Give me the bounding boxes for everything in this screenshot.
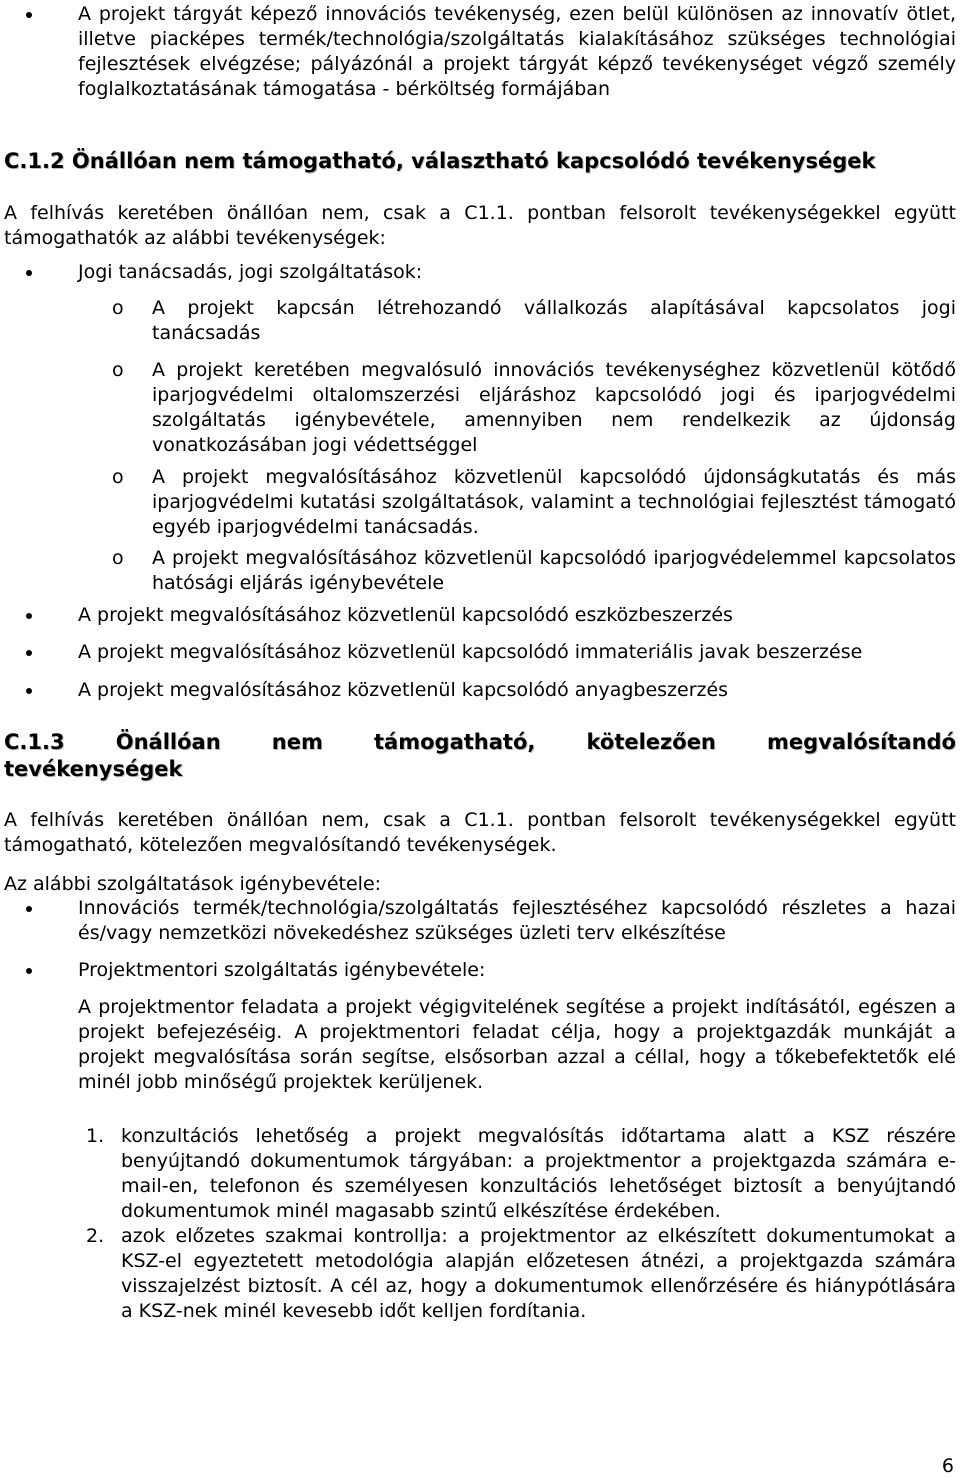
page-number: 6 — [941, 1455, 954, 1477]
numbered-item — [4, 1124, 956, 1224]
bullet-text: Innovációs termék/technológia/szolgáltatás fejlesztéséhez kapcsolódó részletes a hazai és/vagy nemzetközi növekedéshez szükséges üzleti terv elkészítése — [78, 897, 956, 944]
section-heading-c13-cont: tevékenységek — [4, 757, 183, 781]
bullet-dot-icon — [26, 270, 32, 276]
sub-list-marker: o — [112, 297, 124, 319]
bullet-dot-icon — [26, 968, 32, 974]
sub-list-text: A projekt megvalósításához közvetlenül kapcsolódó iparjogvédelemmel kapcsolatos hatósági eljárás igénybevétele — [152, 547, 956, 594]
bullet-text: A projekt megvalósításához közvetlenül kapcsolódó immateriális javak beszerzése — [78, 641, 863, 663]
section-intro: A felhívás keretében önállóan nem, csak a C1.1. pontban felsorolt tevékenységekkel együtt támogatható, kötelezően megvalósítandó tevékenységek. — [4, 809, 956, 856]
bullet-text: Projektmentori szolgáltatás igénybevétele: — [78, 959, 486, 981]
section-heading-c12: C.1.2 Önállóan nem támogatható, választható kapcsolódó tevékenységek — [4, 149, 876, 173]
bullet-text: Jogi tanácsadás, jogi szolgáltatások: — [78, 261, 423, 283]
sub-list-item — [4, 546, 956, 596]
bullet-dot-icon — [26, 613, 32, 619]
bullet-item — [4, 2, 956, 102]
numbered-text: azok előzetes szakmai kontrollja: a projektmentor az elkészített dokumentumokat a KSZ-el egyeztetett metodológia alapján előzetesen átnézi, a projektgazda számára visszajelzést biztosít. A cél az, hogy a dokumentumok ellenőrzésére és hiánypótlására a KSZ-nek minél kevesebb időt kelljen fordítania. — [121, 1225, 956, 1322]
bullet-dot-icon — [26, 688, 32, 694]
mentor-text: A projektmentor feladata a projekt végigvitelének segítése a projekt indításától, egészen a projekt befejezéséig. A projektmentori feladat célja, hogy a projektgazdák munkáját a projekt megvalósítása során segítse, elsősorban azzal a céllal, hogy a tőkebefektetők elé minél jobb minőségű projektek kerüljenek. — [78, 996, 956, 1093]
sub-list-marker: o — [112, 547, 124, 569]
bullet-dot-icon — [26, 12, 32, 18]
sub-list-text: A projekt megvalósításához közvetlenül kapcsolódó újdonságkutatás és más iparjogvédelmi kutatási szolgáltatások, valamint a technológiai fejlesztést támogató egyéb iparjogvédelmi tanácsadás. — [152, 466, 956, 538]
numbered-item — [4, 1224, 956, 1324]
sub-list-item — [4, 358, 956, 458]
bullet-item — [4, 958, 956, 983]
bullet-item — [4, 678, 956, 703]
sub-list-text: A projekt kapcsán létrehozandó vállalkozás alapításával kapcsolatos jogi tanácsadás — [152, 297, 956, 344]
bullet-item — [4, 896, 956, 946]
bullet-item — [4, 640, 956, 665]
bullet-dot-icon — [26, 906, 32, 912]
sub-list-item — [4, 296, 956, 346]
bullet-dot-icon — [26, 650, 32, 656]
section-heading-c13: C.1.3 Önállóan nem támogatható, kötelezően megvalósítandó — [4, 730, 956, 754]
bullet-item — [4, 260, 956, 285]
bullet-text: A projekt tárgyát képező innovációs tevékenység, ezen belül különösen az innovatív ötlet, illetve piacképes termék/technológia/szolgáltatás kialakításához szükséges technológiai fejlesztések elvégzése; pályázónál a projekt tárgyát képző tevékenységet végző személy foglalkoztatásának támogatása - bérköltség formájában — [78, 3, 956, 100]
numbered-marker: 1. — [86, 1125, 105, 1147]
sub-list-item — [4, 465, 956, 540]
bullet-item — [4, 603, 956, 628]
numbered-marker: 2. — [86, 1225, 105, 1247]
sub-list-marker: o — [112, 359, 124, 381]
bullet-text: A projekt megvalósításához közvetlenül kapcsolódó eszközbeszerzés — [78, 604, 733, 626]
section-intro: A felhívás keretében önállóan nem, csak a C1.1. pontban felsorolt tevékenységekkel együtt támogathatók az alábbi tevékenységek: — [4, 202, 956, 249]
services-intro: Az alábbi szolgáltatások igénybevétele: — [4, 873, 382, 895]
sub-list-text: A projekt keretében megvalósuló innovációs tevékenységhez közvetlenül kötődő iparjogvédelmi oltalomszerzési eljáráshoz kapcsolódó jogi és iparjogvédelmi szolgáltatás igénybevétele, amennyiben nem rendelkezik az újdonság vonatkozásában jogi védettséggel — [152, 359, 956, 456]
numbered-text: konzultációs lehetőség a projekt megvalósítás időtartama alatt a KSZ részére benyújtandó dokumentumok tárgyában: a projektmentor a projektgazda számára e-mail-en, telefonon és személyesen konzultációs lehetőséget biztosít a benyújtandó dokumentumok minél magasabb szintű elkészítése érdekében. — [121, 1125, 956, 1222]
bullet-text: A projekt megvalósításához közvetlenül kapcsolódó anyagbeszerzés — [78, 679, 729, 701]
sub-list-marker: o — [112, 466, 124, 488]
